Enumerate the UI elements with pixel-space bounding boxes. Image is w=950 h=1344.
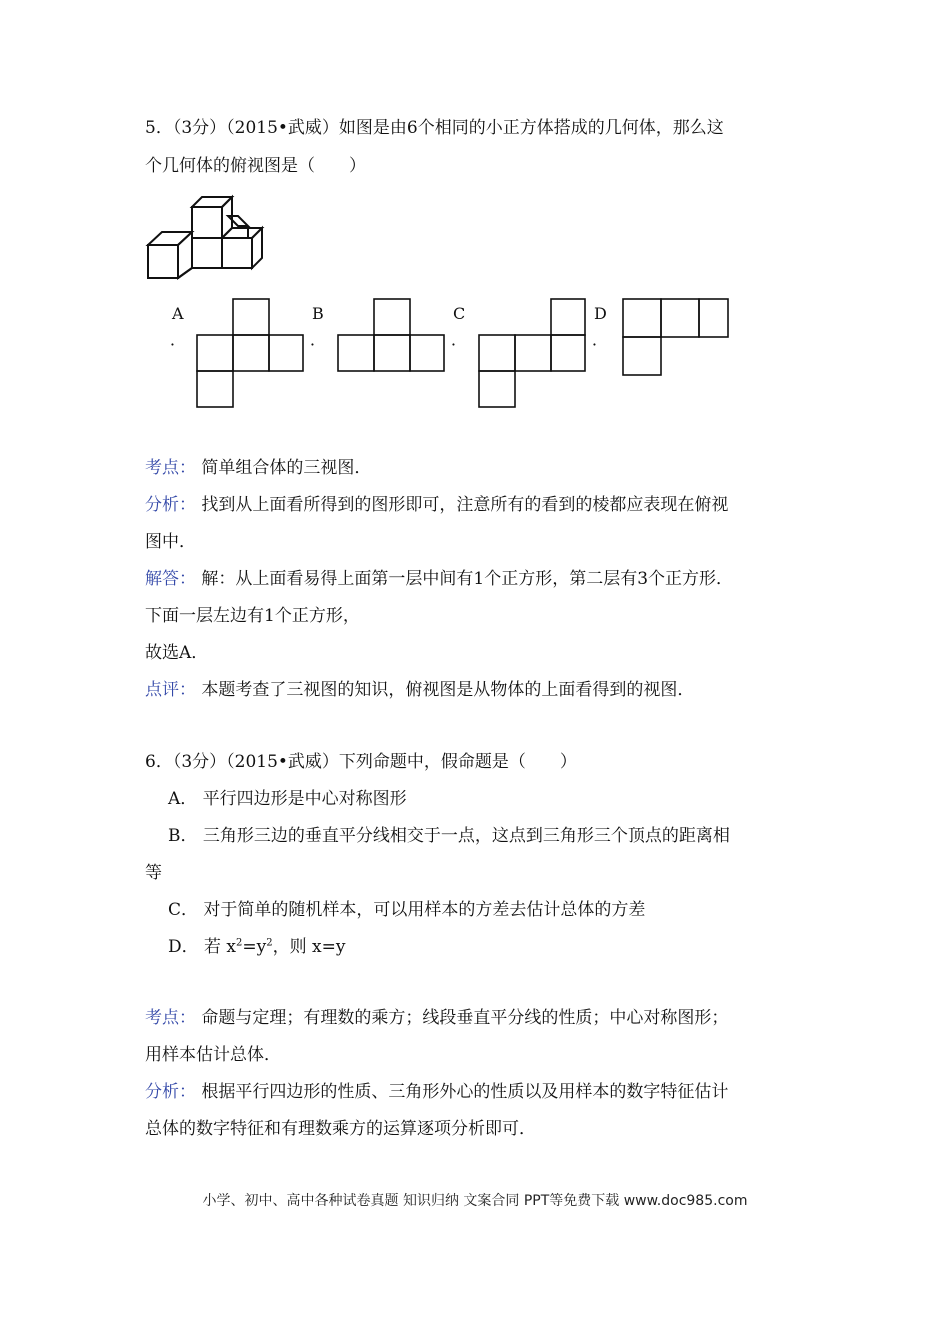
option-a-dot: ． <box>170 330 187 349</box>
q5-fenxi-line2: 图中． <box>145 532 196 552</box>
q5-dianping <box>145 679 694 701</box>
q5-jieda-line3: 故选A． <box>145 643 209 663</box>
option-b-figure <box>337 298 447 374</box>
q6-option-d-prefix: D． 若 x <box>168 937 237 957</box>
option-c-label: C <box>453 304 466 323</box>
option-a-label: A <box>172 304 184 323</box>
kaodian-text: 命题与定理；有理数的乘方；线段垂直平分线的性质；中心对称图形； <box>201 1008 729 1028</box>
jieda-label: 解答： <box>145 569 196 589</box>
kaodian-label: 考点： <box>145 1008 196 1028</box>
q5-jieda-line2: 下面一层左边有1个正方形， <box>145 606 360 626</box>
q5-fenxi <box>145 494 728 516</box>
q6-option-c: C． 对于简单的随机样本，可以用样本的方差去估计总体的方差 <box>168 900 646 920</box>
q6-option-d-mid: =y <box>242 937 267 957</box>
option-b-label: B <box>312 304 324 323</box>
q6-fenxi <box>145 1081 728 1103</box>
fenxi-text: 找到从上面看所得到的图形即可，注意所有的看到的棱都应表现在俯视 <box>201 495 729 515</box>
kaodian-label: 考点： <box>145 458 196 478</box>
q6-option-b: B． 三角形三边的垂直平分线相交于一点，这点到三角形三个顶点的距离相 <box>168 826 730 846</box>
option-d-dot: ． <box>592 330 609 349</box>
option-d-label: D <box>594 304 607 323</box>
q6-option-b-line2: 等 <box>145 863 162 883</box>
q5-kaodian <box>145 457 371 479</box>
q6-stem: 6．（3分）（2015•武威）下列命题中，假命题是（ ） <box>145 752 577 772</box>
q6-option-a: A． 平行四边形是中心对称图形 <box>168 789 407 809</box>
q6-kaodian <box>145 1007 728 1029</box>
q6-option-d-suffix: ，则 x=y <box>272 937 346 957</box>
q6-kaodian-line2: 用样本估计总体． <box>145 1045 281 1065</box>
q6-fenxi-line2: 总体的数字特征和有理数乘方的运算逐项分析即可． <box>145 1119 536 1139</box>
fenxi-label: 分析： <box>145 1082 196 1102</box>
option-b-dot: ． <box>310 330 327 349</box>
fenxi-text: 根据平行四边形的性质、三角形外心的性质以及用样本的数字特征估计 <box>201 1082 729 1102</box>
q6-option-d <box>168 936 345 958</box>
option-a-figure <box>196 298 306 410</box>
exponent-2: 2 <box>266 937 273 949</box>
dianping-text: 本题考查了三视图的知识，俯视图是从物体的上面看得到的视图． <box>201 680 695 700</box>
page-footer: 小学、初中、高中各种试卷真题 知识归纳 文案合同 PPT等免费下载 www.doc985.com <box>202 1193 748 1209</box>
dianping-label: 点评： <box>145 680 196 700</box>
q5-stem-line2: 个几何体的俯视图是（ ） <box>145 156 366 176</box>
fenxi-label: 分析： <box>145 495 196 515</box>
option-c-figure <box>478 298 588 410</box>
q5-jieda <box>145 568 733 590</box>
q5-stem-line1: 5．（3分）（2015•武威）如图是由6个相同的小正方体搭成的几何体，那么这 <box>145 118 724 138</box>
option-d-figure <box>622 298 732 378</box>
option-c-dot: ． <box>451 330 468 349</box>
kaodian-text: 简单组合体的三视图． <box>201 458 372 478</box>
jieda-text: 解：从上面看易得上面第一层中间有1个正方形，第二层有3个正方形． <box>201 569 734 589</box>
exponent-1: 2 <box>236 937 243 949</box>
cube-stack-figure <box>140 190 280 290</box>
